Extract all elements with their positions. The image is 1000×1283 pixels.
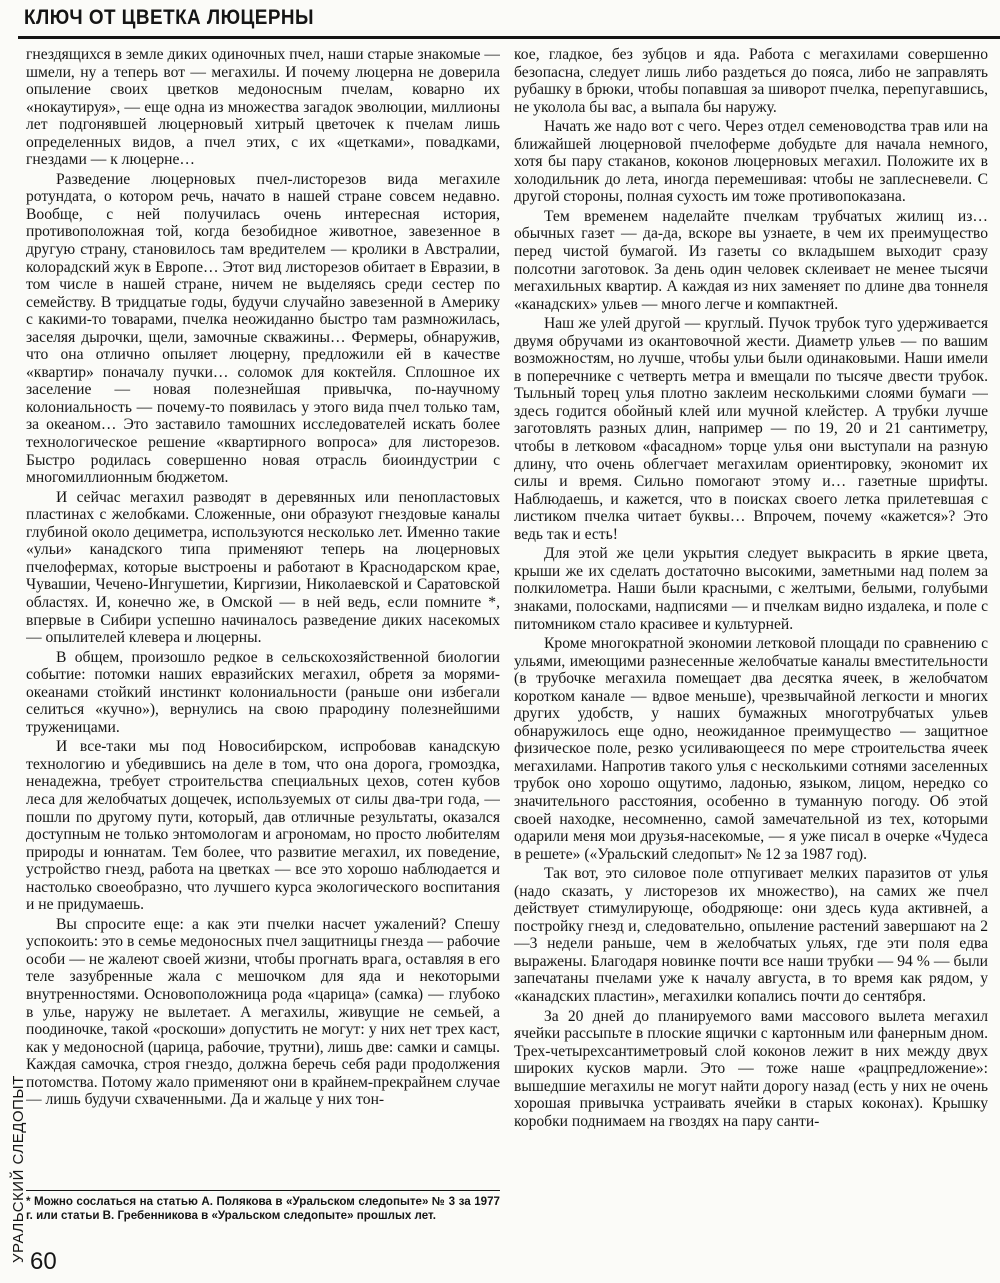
paragraph: гнездящихся в земле диких одиночных пчел, наши старые знакомые — шмели, ну а теперь вот — мегахилы. И почему люцерна не доверила опыление своих цветков медоносным пчелам, коварно их «нокаутируя», — еще одна из множества загадок эволюции, миллионы лет подгонявшей люцерновый хитрый цветочек к пчелам лишь определенных видов, а пчел этих, с их «щетками», повадками, гнездами — к люцерне…: [26, 46, 500, 169]
magazine-name-vertical: [0, 1075, 27, 1263]
paragraph: Вы спросите еще: а как эти пчелки насчет ужалений? Спешу успокоить: это в семье медоносных пчел защитницы гнезда — рабочие особи — не жалеют своей жизни, чтобы прогнать врага, оставляя в его теле зазубренные жала с мешочком для яда и некоторыми внутренностями. Основоположница рода «царица» (самка) — глубоко в улье, наружу не вылетает. А мегахилы, живущие не семьей, а поодиночке, такой «роскоши» допустить не могут: у них нет трех каст, как у медоносной (царица, рабочие, трутни), лишь две: самки и самцы. Каждая самочка, строя гнездо, должна беречь себя ради продолжения потомства. Потому жало применяют они в крайнем-прекрайнем случае — лишь будучи схваченными. Да и жальце у них тон-: [26, 915, 500, 1109]
footnote: * Можно сослаться на статью А. Полякова в «Уральском следопыте» № 3 за 1977 г. или статьи В. Гребенникова в «Уральском следопыте» прошлых лет.: [26, 1190, 500, 1223]
left-column: [26, 46, 500, 1176]
page-number: 60: [30, 1248, 57, 1275]
right-column: [514, 46, 988, 1278]
paragraph: Начать же надо вот с чего. Через отдел семеноводства трав или на ближайшей люцерновой пчелоферме добудьте для начала немного, хотя бы пару стаканов, коконов люцерновых мегахил. Положите их в холодильник до лета, иногда перемешивая: чтобы не заплесневели. С другой стороны, полная сухость им тоже противопоказана.: [514, 118, 988, 206]
page-header: [18, 2, 1000, 39]
paragraph: кое, гладкое, без зубцов и яда. Работа с мегахилами совершенно безопасна, следует лишь либо раздеться до пояса, либо не заправлять рубашку в брюки, чтобы попавшая за шиворот пчелка, перепугавшись, не уколола бы вас, а выпала бы наружу.: [514, 46, 988, 116]
magazine-name-text: УРАЛЬСКИЙ СЛЕДОПЫТ: [10, 1075, 27, 1263]
paragraph: Разведение люцерновых пчел-листорезов вида мегахиле ротундата, о котором речь, начато в нашей стране совсем недавно. Вообще, с ней получилась очень интересная история, противоположная той, когда безобидное животное, завезенное в другую страну, становилось там вредителем — кролики в Австралии, колорадский жук в Европе… Этот вид листорезов обитает в Евразии, в том числе в нашей стране, ничем не выделяясь среди сестер по семейству. В тридцатые годы, будучи случайно завезенной в Америку с какими-то товарами, пчелка неожиданно быстро там размножилась, заселяя дырочки, щели, замочные скважины… Фермеры, обнаружив, что она отлично опыляет люцерну, предложили ей в качестве «квартир» поначалу пучки… соломок для коктейля. Сплошное их заселение — новая полезнейшая привычка, по-научному колониальность — почему-то появилась у этого вида пчел только там, за океаном… Это заставило тамошних исследователей искать более технологическое решение «квартирного вопроса» для листорезов. Быстро родилась совершенно новая отрасль биоиндустрии с многомиллионным бюджетом.: [26, 170, 500, 487]
paragraph: Наш же улей другой — круглый. Пучок трубок туго удерживается двумя обручами из окантовочной жести. Диаметр ульев — по вашим возможностям, но лучше, чтобы ульи были одинаковыми. Наши имели в поперечнике с четверть метра и вмещали по тысяче двести трубок. Тыльный торец улья плотно заклеим несколькими слоями бумаги — здесь годится обойный клей или мучной клейстер. А трубки лучше заготовлять разных длин, например — по 19, 20 и 21 сантиметру, чтобы в летковом «фасадном» торце улья они выступали на разную длину, что очень облегчает мегахилам ориентировку, экономит их силы и время. Сильно помогают этому и… газетные шрифты. Наблюдаешь, и кажется, что в поисках своего летка прилетевшая с листиком пчелка читает буквы… Впрочем, почему «кажется»? Это ведь так и есть!: [514, 315, 988, 543]
paragraph: Для этой же цели укрытия следует выкрасить в яркие цвета, крыши же их сделать достаточно высокими, заметными над полем за полкилометра. Наши были красными, с желтыми, белыми, голубыми знаками, полосками, надписями — и пчелкам видно издалека, и поле с питомником стало красивее и культурней.: [514, 545, 988, 633]
paragraph: И все-таки мы под Новосибирском, испробовав канадскую технологию и убедившись на деле в том, что она дорога, громоздка, ненадежна, требует строительства специальных цехов, сотен кубов леса для желобчатых дощечек, используемых от силы два-три года, — пошли по другому пути, который, дав отличные результаты, оказался доступным не только энтомологам и агрономам, но просто любителям природы и юннатам. Тем более, что развитие мегахил, их поведение, устройство гнезд, работа на цветках — все это хорошо наблюдается и настолько своеобразно, что лучшего курса экологического воспитания и не придумаешь.: [26, 738, 500, 914]
paragraph: Кроме многократной экономии летковой площади по сравнению с ульями, имеющими разнесенные желобчатые каналы вместительности (в трубочке мегахила помещает два десятка ячеек, в желобчатом коротком канале — вдвое меньше), чрезвычайной легкости и многих других удобств, у наших бумажных многотрубчатых ульев обнаружилось еще одно, неожиданное преимущество — защитное физическое поле, резко усиливающееся по мере строительства ячеек мегахилами. Напротив такого улья с несколькими сотнями заселенных трубок оно хорошо ощутимо, ладонью, языком, лицом, нередко со значительного расстояния, особенно в туманную погоду. Об этой своей находке, несомненно, самой замечательной из тех, которыми одарили меня мои друзья-насекомые, — я уже писал в очерке «Чудеса в решете» («Уральский следопыт» № 12 за 1987 год).: [514, 635, 988, 863]
paragraph: Так вот, это силовое поле отпугивает мелких паразитов от улья (надо сказать, у листорезов их множество), на самих же пчел действует стимулирующе, ободряюще: они здесь куда активней, а постройку гнезд и, следовательно, опыление растений завершают на 2—3 недели раньше, чем в желобчатых ульях, где эти поля едва выражены. Благодаря новинке почти все наши трубки — 94 % — были запечатаны пчелами уже к началу августа, в то время как рядом, у «канадских пластин», мегахилки копались почти до сентября.: [514, 865, 988, 1005]
paragraph: За 20 дней до планируемого вами массового вылета мегахил ячейки рассыпьте в плоские ящички с картонным или фанерным дном. Трех-четырехсантиметровый слой коконов лежит в них между двух широких кусков марли. Это — тоже наше «рацпредложение»: вышедшие мегахилы не могут найти дорогу назад (есть у них не очень хорошая привычка устраивать ячейки в старых коконах). Крышку коробки поднимаем на гвоздях на пару санти-: [514, 1007, 988, 1130]
article-title: КЛЮЧ ОТ ЦВЕТКА ЛЮЦЕРНЫ: [24, 6, 314, 29]
paragraph: В общем, произошло редкое в сельскохозяйственной биологии событие: потомки наших евразийских мегахил, обретя за морями-океанами стойкий инстинкт колониальности (раньше они избегали селиться «кучно»), вернулись на свою прародину полезнейшими труженицами.: [26, 648, 500, 736]
paragraph: И сейчас мегахил разводят в деревянных или пенопластовых пластинах с желобками. Сложенные, они образуют гнездовые каналы глубиной около дециметра, используются несколько лет. Именно такие «ульи» канадского типа применяют теперь на люцерновых пчелофермах, которые выстроены и работают в Краснодарском крае, Чувашии, Чечено-Ингушетии, Киргизии, Николаевской и Саратовской областях. И, конечно же, в Омской — в ней ведь, если помните *, впервые в Сибири успешно начиналось разведение диких насекомых — опылителей клевера и люцерны.: [26, 488, 500, 647]
paragraph: Тем временем наделайте пчелкам трубчатых жилищ из… обычных газет — да-да, вскоре вы узнаете, в чем их преимущество перед чистой бумагой. Из газеты со вкладышем выходит сразу полсотни заготовок. За день один человек склеивает не менее тысячи мегахильных квартир. А каждая из них заменяет по длине два тоннеля «канадских» ульев — много легче и компактней.: [514, 207, 988, 313]
